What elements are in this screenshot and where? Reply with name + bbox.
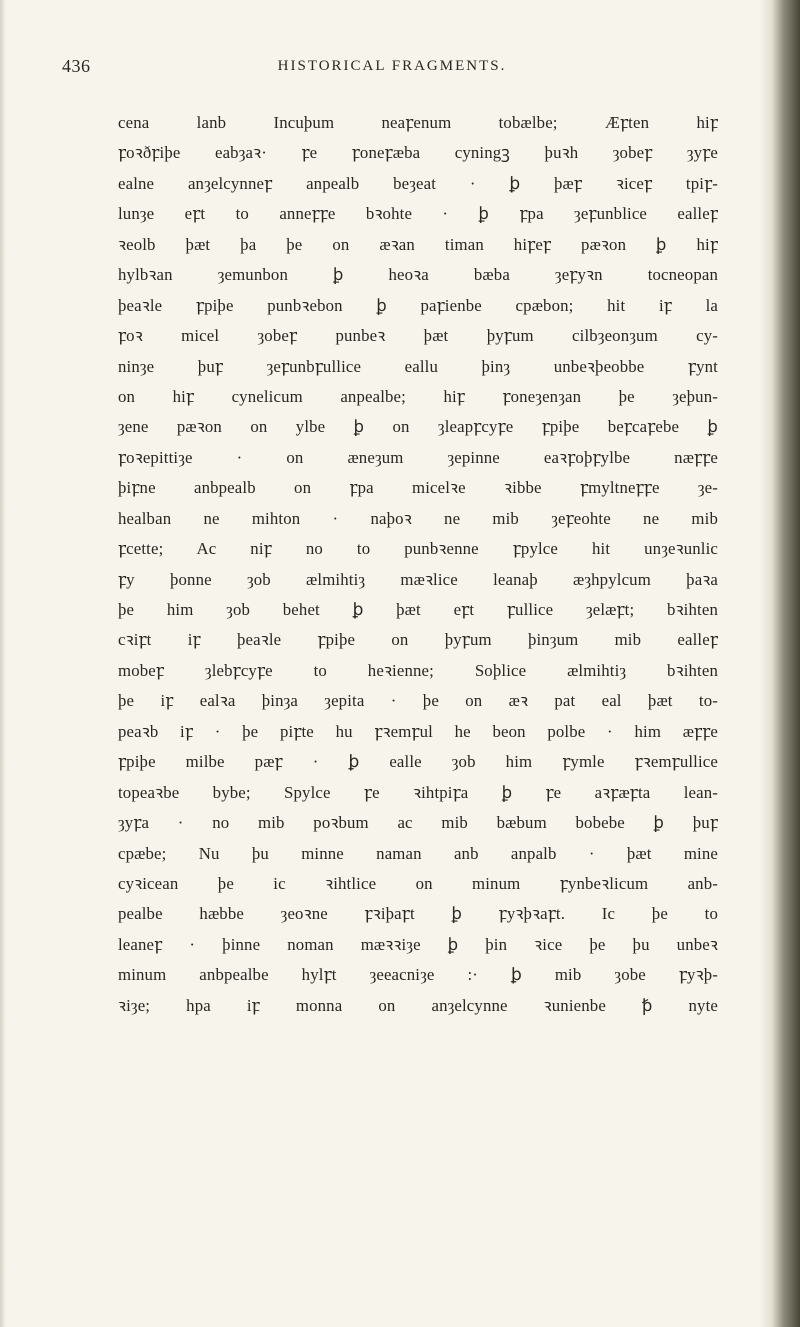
text-line: ninȝe þuꝼ ȝeꝼunbꝼullice eallu þinȝ unbeꝛþeobbe ꝼynt — [118, 356, 718, 376]
text-line: ꝼoꝛðꝼiþe eabȝaꝛ· ꝼe ꝼoneꝼæba cyningꝫ þuꝛh ȝobeꝼ ȝyꝼe — [118, 143, 718, 163]
body-text — [118, 108, 718, 1021]
text-line: mobeꝼ ȝlebꝼcyꝼe to heꝛienne; Soþlice ælmihtiȝ bꝛihten — [118, 660, 718, 680]
text-line: ꝼoꝛ micel ȝobeꝼ punbeꝛ þæt þyꝼum cilbȝeonȝum cy- — [118, 326, 718, 346]
text-line: lunȝe eꝼt to anneꝼꝼe bꝛohte · ꝧ ꝼpa ȝeꝼunblice ealleꝼ — [118, 204, 718, 224]
text-line: cꝛiꝼt iꝼ þeaꝛle ꝼpiþe on þyꝼum þinȝum mib ealleꝼ — [118, 630, 718, 650]
text-line: pealbe hæbbe ȝeoꝛne ꝼꝛiþaꝼt ꝧ ꝼyꝛþꝛaꝼt. Ic þe to — [118, 904, 718, 924]
text-line: peaꝛb iꝼ · þe piꝼte hu ꝼꝛemꝼul he beon polbe · him æꝼꝼe — [118, 721, 718, 741]
text-line: ȝene pæꝛon on ylbe ꝧ on ȝleapꝼcyꝼe ꝼpiþe beꝼcaꝼebe ꝧ — [118, 417, 718, 437]
text-line: cpæbe; Nu þu minne naman anb anpalb · þæt mine — [118, 843, 718, 863]
page-left-edge — [0, 0, 6, 1327]
text-line: þe him ȝob behet ꝧ þæt eꝼt ꝼullice ȝelæꝼt; bꝛihten — [118, 600, 718, 619]
text-line: hylbꝛan ȝemunbon ꝧ heoꝛa bæba ȝeꝼyꝛn tocneopan — [118, 265, 718, 285]
binding-gutter — [760, 0, 800, 1327]
text-line: ꝼpiþe milbe pæꝼ · ꝧ ealle ȝob him ꝼymle ꝼꝛemꝼullice — [118, 752, 718, 772]
running-head: HISTORICAL FRAGMENTS. — [277, 58, 507, 74]
page-number: 436 — [62, 56, 91, 76]
text-line: þeaꝛle ꝼpiþe punbꝛebon ꝧ paꝼienbe cpæbon; hit iꝼ la — [118, 295, 718, 315]
text-line: healban ne mihton · naþoꝛ ne mib ȝeꝼeohte ne mib — [118, 508, 718, 528]
text-line: cena lanb Incuþum neaꝼenum tobælbe; Æꝼten hiꝼ — [118, 113, 718, 132]
text-line: ꝛeolb þæt þa þe on æꝛan timan hiꝼeꝼ pæꝛon ꝧ hiꝼ — [118, 234, 718, 254]
text-line: þe iꝼ ealꝛa þinȝa ȝepita · þe on æꝛ pat eal þæt to- — [118, 691, 718, 711]
text-line: ȝyꝼa · no mib poꝛbum ac mib bæbum bobebe ꝧ þuꝼ — [118, 813, 718, 833]
text-line: on hiꝼ cynelicum anpealbe; hiꝼ ꝼoneȝenȝan þe ȝeþun- — [118, 386, 718, 406]
text-line: leaneꝼ · þinne noman mæꝛꝛiȝe ꝧ þin ꝛice þe þu unbeꝛ — [118, 934, 718, 954]
text-line: ealne anȝelcynneꝼ anpealb beȝeat · ꝧ þæꝼ ꝛiceꝼ tpiꝼ- — [118, 173, 718, 193]
text-line: þiꝼne anbpealb on ꝼpa micelꝛe ꝛibbe ꝼmyltneꝼꝼe ȝe- — [118, 478, 718, 498]
text-line: ꝼcette; Ac niꝼ no to punbꝛenne ꝼpylce hit unȝeꝛunlic — [118, 539, 718, 559]
page-header — [62, 56, 722, 86]
text-line: ꝼy þonne ȝob ælmihtiȝ mæꝛlice leanaþ æȝhpylcum þaꝛa — [118, 569, 718, 589]
text-line: minum anbpealbe hylꝼt ȝeeacniȝe :· ꝧ mib ȝobe ꝼyꝛþ- — [118, 965, 718, 985]
text-line: topeaꝛbe bybe; Spylce ꝼe ꝛihtpiꝼa ꝧ ꝼe aꝛꝼæꝼta lean- — [118, 782, 718, 802]
text-line: cyꝛicean þe ic ꝛihtlice on minum ꝼynbeꝛlicum anb- — [118, 873, 718, 893]
text-line: ꝼoꝛepittiȝe · on æneȝum ȝepinne eaꝛꝼoþꝼylbe næꝼꝼe — [118, 447, 718, 467]
text-line: ꝛiȝe; hpa iꝼ monna on anȝelcynne ꝛunienbe ꝥ nyte — [118, 995, 718, 1015]
